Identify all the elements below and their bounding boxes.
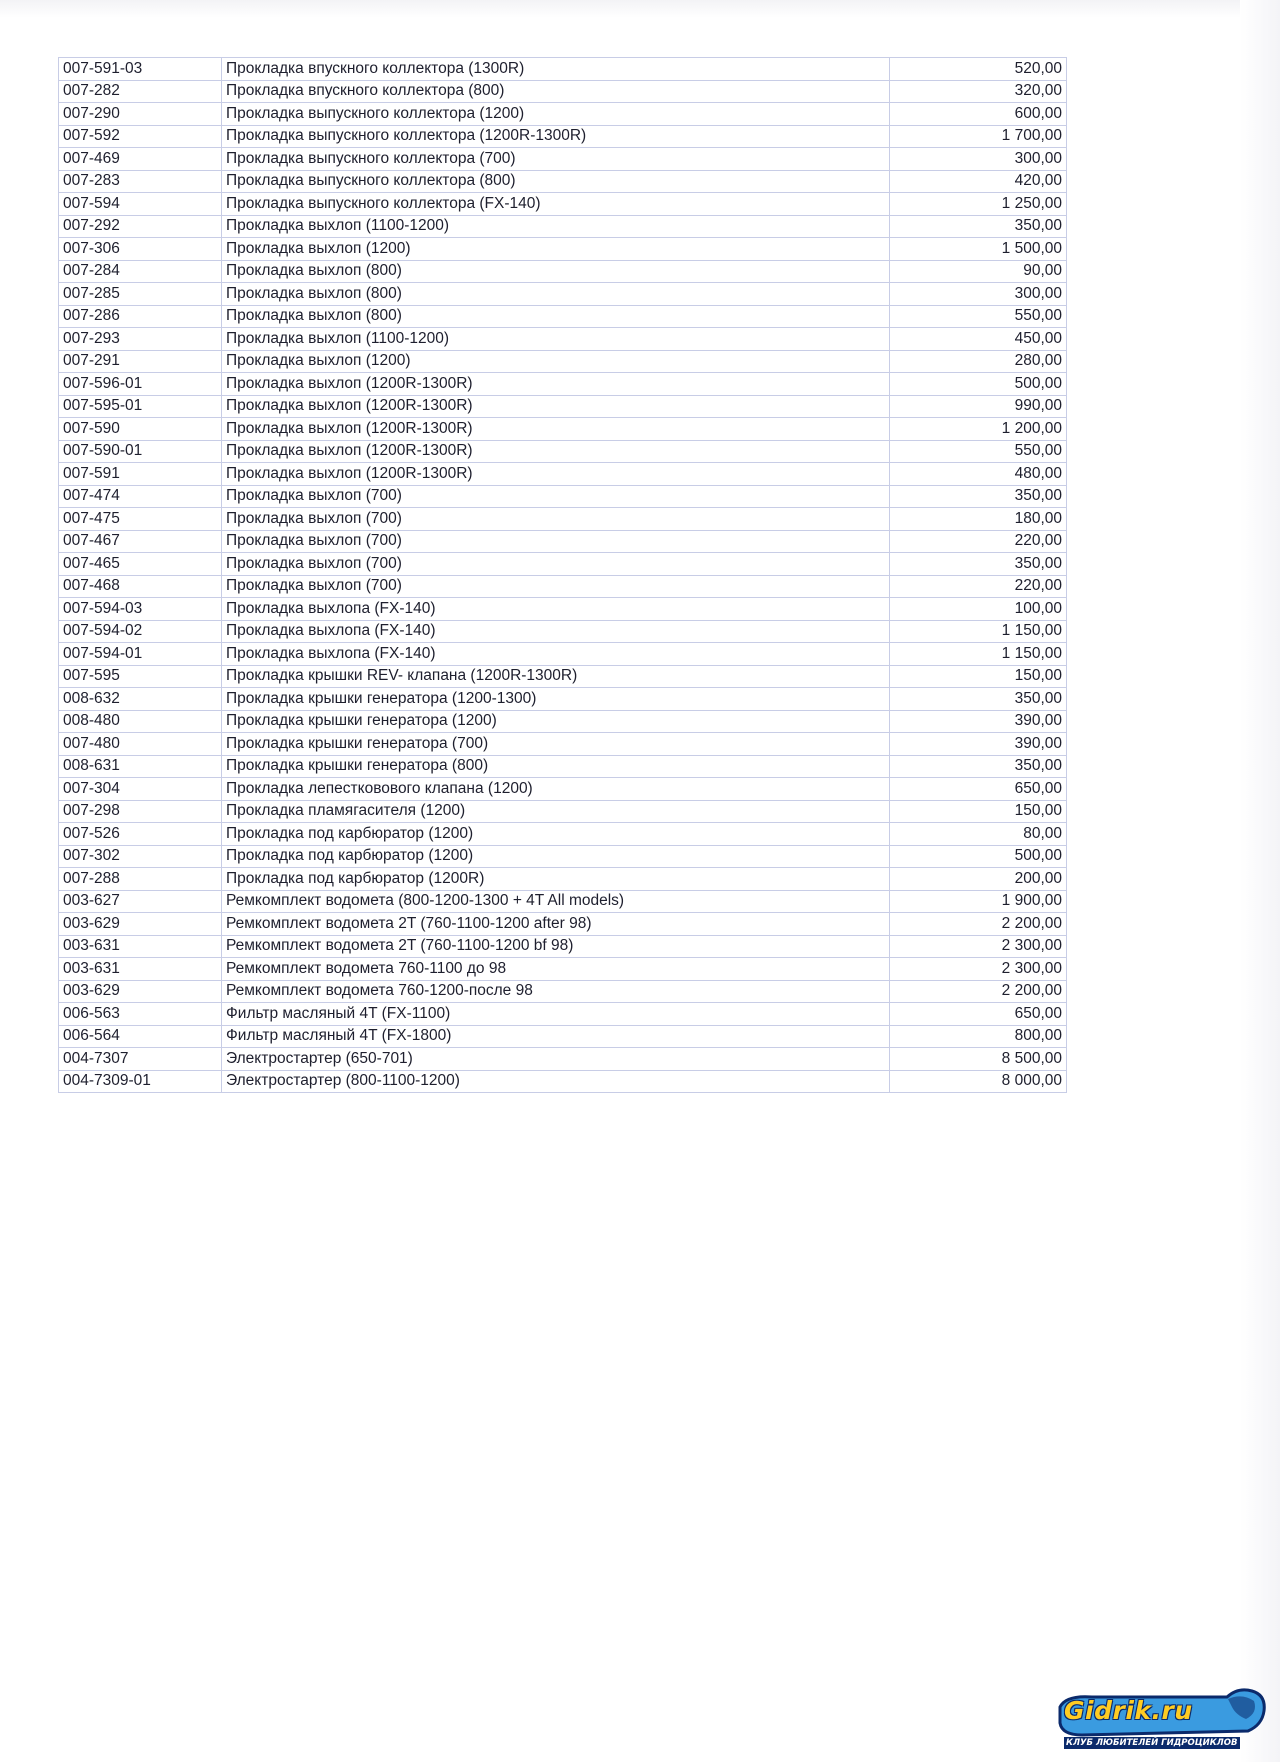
table-row [59,665,1067,688]
price-cell: 500,00 [890,845,1067,868]
part-name-cell: Прокладка под карбюратор (1200) [222,845,890,868]
part-name-cell: Прокладка выхлоп (700) [222,553,890,576]
part-code-cell: 007-286 [59,305,222,328]
table-row [59,283,1067,306]
price-cell: 300,00 [890,283,1067,306]
table-row [59,778,1067,801]
part-code-cell: 003-629 [59,913,222,936]
price-cell: 520,00 [890,58,1067,81]
part-name-cell: Прокладка выхлоп (700) [222,530,890,553]
part-code-cell: 003-627 [59,890,222,913]
table-row [59,1070,1067,1093]
price-cell: 350,00 [890,485,1067,508]
part-name-cell: Прокладка крышки генератора (1200) [222,710,890,733]
part-name-cell: Прокладка лепестковового клапана (1200) [222,778,890,801]
price-cell: 100,00 [890,598,1067,621]
price-cell: 1 250,00 [890,193,1067,216]
price-table [58,57,1067,1093]
part-name-cell: Прокладка выхлоп (1200R-1300R) [222,463,890,486]
part-code-cell: 007-288 [59,868,222,891]
part-code-cell: 007-474 [59,485,222,508]
table-row [59,58,1067,81]
price-cell: 350,00 [890,688,1067,711]
price-cell: 280,00 [890,350,1067,373]
part-name-cell: Прокладка выхлоп (800) [222,283,890,306]
part-code-cell: 003-631 [59,958,222,981]
table-row [59,733,1067,756]
table-row [59,215,1067,238]
table-row [59,440,1067,463]
part-code-cell: 007-282 [59,80,222,103]
table-row [59,980,1067,1003]
part-code-cell: 007-590 [59,418,222,441]
part-name-cell: Прокладка впускного коллектора (800) [222,80,890,103]
part-code-cell: 008-632 [59,688,222,711]
table-row [59,755,1067,778]
price-cell: 1 150,00 [890,620,1067,643]
part-code-cell: 008-631 [59,755,222,778]
price-cell: 800,00 [890,1025,1067,1048]
part-code-cell: 007-304 [59,778,222,801]
part-name-cell: Фильтр масляный 4T (FX-1800) [222,1025,890,1048]
price-cell: 80,00 [890,823,1067,846]
part-code-cell: 007-293 [59,328,222,351]
part-name-cell: Ремкомплект водомета 2T (760-1100-1200 bf 98) [222,935,890,958]
part-name-cell: Прокладка выпускного коллектора (1200) [222,103,890,126]
price-cell: 200,00 [890,868,1067,891]
part-name-cell: Прокладка выпускного коллектора (800) [222,170,890,193]
part-code-cell: 007-591 [59,463,222,486]
part-name-cell: Электростартер (800-1100-1200) [222,1070,890,1093]
price-cell: 150,00 [890,665,1067,688]
price-cell: 1 150,00 [890,643,1067,666]
price-cell: 550,00 [890,440,1067,463]
table-row [59,485,1067,508]
price-cell: 390,00 [890,733,1067,756]
part-code-cell: 007-594-03 [59,598,222,621]
price-cell: 1 900,00 [890,890,1067,913]
price-cell: 2 200,00 [890,913,1067,936]
price-cell: 320,00 [890,80,1067,103]
price-cell: 8 500,00 [890,1048,1067,1071]
part-code-cell: 007-595 [59,665,222,688]
part-name-cell: Прокладка выпускного коллектора (FX-140) [222,193,890,216]
table-row [59,193,1067,216]
part-name-cell: Прокладка крышки REV- клапана (1200R-1300R) [222,665,890,688]
part-name-cell: Ремкомплект водомета 2T (760-1100-1200 after 98) [222,913,890,936]
price-cell: 220,00 [890,575,1067,598]
table-row [59,823,1067,846]
price-cell: 2 300,00 [890,935,1067,958]
part-name-cell: Прокладка выхлоп (1200R-1300R) [222,373,890,396]
price-cell: 180,00 [890,508,1067,531]
table-row [59,530,1067,553]
table-row [59,620,1067,643]
part-code-cell: 007-475 [59,508,222,531]
part-code-cell: 007-595-01 [59,395,222,418]
table-row [59,80,1067,103]
part-name-cell: Прокладка выхлоп (1200R-1300R) [222,418,890,441]
table-row [59,845,1067,868]
price-cell: 450,00 [890,328,1067,351]
part-name-cell: Прокладка выхлоп (1100-1200) [222,328,890,351]
table-row [59,463,1067,486]
part-code-cell: 007-594-01 [59,643,222,666]
part-name-cell: Прокладка выхлоп (1100-1200) [222,215,890,238]
part-code-cell: 007-469 [59,148,222,171]
part-name-cell: Прокладка выхлоп (1200) [222,350,890,373]
part-code-cell: 007-302 [59,845,222,868]
part-code-cell: 007-291 [59,350,222,373]
part-name-cell: Прокладка выхлоп (800) [222,305,890,328]
part-code-cell: 004-7309-01 [59,1070,222,1093]
part-name-cell: Фильтр масляный 4T (FX-1100) [222,1003,890,1026]
part-name-cell: Прокладка выпускного коллектора (700) [222,148,890,171]
part-code-cell: 003-631 [59,935,222,958]
price-cell: 150,00 [890,800,1067,823]
part-name-cell: Прокладка пламягасителя (1200) [222,800,890,823]
part-name-cell: Ремкомплект водомета 760-1100 до 98 [222,958,890,981]
part-name-cell: Прокладка выхлоп (700) [222,508,890,531]
part-name-cell: Прокладка под карбюратор (1200R) [222,868,890,891]
part-name-cell: Электростартер (650-701) [222,1048,890,1071]
price-cell: 600,00 [890,103,1067,126]
table-row [59,103,1067,126]
table-row [59,373,1067,396]
price-cell: 2 300,00 [890,958,1067,981]
price-cell: 1 200,00 [890,418,1067,441]
part-code-cell: 007-465 [59,553,222,576]
table-row [59,350,1067,373]
logo-brand-text: Gidrik.ru [1064,1696,1193,1725]
price-table-body [59,58,1067,1093]
table-row [59,553,1067,576]
table-row [59,958,1067,981]
price-cell: 420,00 [890,170,1067,193]
part-name-cell: Прокладка выхлоп (700) [222,485,890,508]
price-cell: 480,00 [890,463,1067,486]
price-cell: 550,00 [890,305,1067,328]
part-code-cell: 007-594 [59,193,222,216]
part-name-cell: Прокладка впускного коллектора (1300R) [222,58,890,81]
price-cell: 650,00 [890,1003,1067,1026]
price-cell: 390,00 [890,710,1067,733]
part-name-cell: Прокладка крышки генератора (700) [222,733,890,756]
part-name-cell: Прокладка крышки генератора (1200-1300) [222,688,890,711]
table-row [59,305,1067,328]
table-row [59,170,1067,193]
part-code-cell: 007-480 [59,733,222,756]
scan-edge-right [1240,0,1280,1762]
part-code-cell: 007-596-01 [59,373,222,396]
part-code-cell: 008-480 [59,710,222,733]
table-row [59,575,1067,598]
price-cell: 500,00 [890,373,1067,396]
table-row [59,328,1067,351]
part-name-cell: Прокладка выхлоп (1200R-1300R) [222,440,890,463]
price-cell: 350,00 [890,755,1067,778]
part-code-cell: 007-298 [59,800,222,823]
part-code-cell: 007-283 [59,170,222,193]
table-row [59,598,1067,621]
price-cell: 650,00 [890,778,1067,801]
part-name-cell: Прокладка выхлоп (1200R-1300R) [222,395,890,418]
part-name-cell: Прокладка выхлоп (1200) [222,238,890,261]
price-cell: 350,00 [890,553,1067,576]
price-cell: 220,00 [890,530,1067,553]
table-row [59,508,1067,531]
table-row [59,148,1067,171]
part-name-cell: Прокладка выхлоп (700) [222,575,890,598]
table-row [59,935,1067,958]
part-name-cell: Прокладка крышки генератора (800) [222,755,890,778]
table-row [59,260,1067,283]
scan-edge-top [0,0,1280,18]
table-row [59,1048,1067,1071]
part-code-cell: 006-564 [59,1025,222,1048]
price-cell: 300,00 [890,148,1067,171]
part-code-cell: 007-468 [59,575,222,598]
price-cell: 2 200,00 [890,980,1067,1003]
part-name-cell: Ремкомплект водомета 760-1200-после 98 [222,980,890,1003]
part-code-cell: 006-563 [59,1003,222,1026]
table-row [59,125,1067,148]
part-name-cell: Прокладка под карбюратор (1200) [222,823,890,846]
part-code-cell: 007-284 [59,260,222,283]
table-row [59,643,1067,666]
part-name-cell: Прокладка выхлопа (FX-140) [222,643,890,666]
part-code-cell: 007-290 [59,103,222,126]
part-code-cell: 007-306 [59,238,222,261]
price-cell: 350,00 [890,215,1067,238]
part-name-cell: Прокладка выхлоп (800) [222,260,890,283]
price-cell: 1 500,00 [890,238,1067,261]
table-row [59,395,1067,418]
part-name-cell: Ремкомплект водомета (800-1200-1300 + 4T All models) [222,890,890,913]
price-cell: 990,00 [890,395,1067,418]
part-name-cell: Прокладка выпускного коллектора (1200R-1300R) [222,125,890,148]
table-row [59,238,1067,261]
part-code-cell: 004-7307 [59,1048,222,1071]
part-code-cell: 007-594-02 [59,620,222,643]
table-row [59,710,1067,733]
table-row [59,800,1067,823]
part-code-cell: 007-592 [59,125,222,148]
part-code-cell: 007-292 [59,215,222,238]
table-row [59,688,1067,711]
part-name-cell: Прокладка выхлопа (FX-140) [222,620,890,643]
part-code-cell: 007-590-01 [59,440,222,463]
table-row [59,1003,1067,1026]
part-code-cell: 007-526 [59,823,222,846]
table-row [59,418,1067,441]
price-cell: 1 700,00 [890,125,1067,148]
part-code-cell: 007-591-03 [59,58,222,81]
table-row [59,868,1067,891]
table-row [59,1025,1067,1048]
price-cell: 8 000,00 [890,1070,1067,1093]
part-code-cell: 007-285 [59,283,222,306]
part-name-cell: Прокладка выхлопа (FX-140) [222,598,890,621]
logo-tagline: КЛУБ ЛЮБИТЕЛЕЙ ГИДРОЦИКЛОВ [1066,1738,1238,1748]
table-row [59,890,1067,913]
part-code-cell: 003-629 [59,980,222,1003]
part-code-cell: 007-467 [59,530,222,553]
table-row [59,913,1067,936]
price-cell: 90,00 [890,260,1067,283]
